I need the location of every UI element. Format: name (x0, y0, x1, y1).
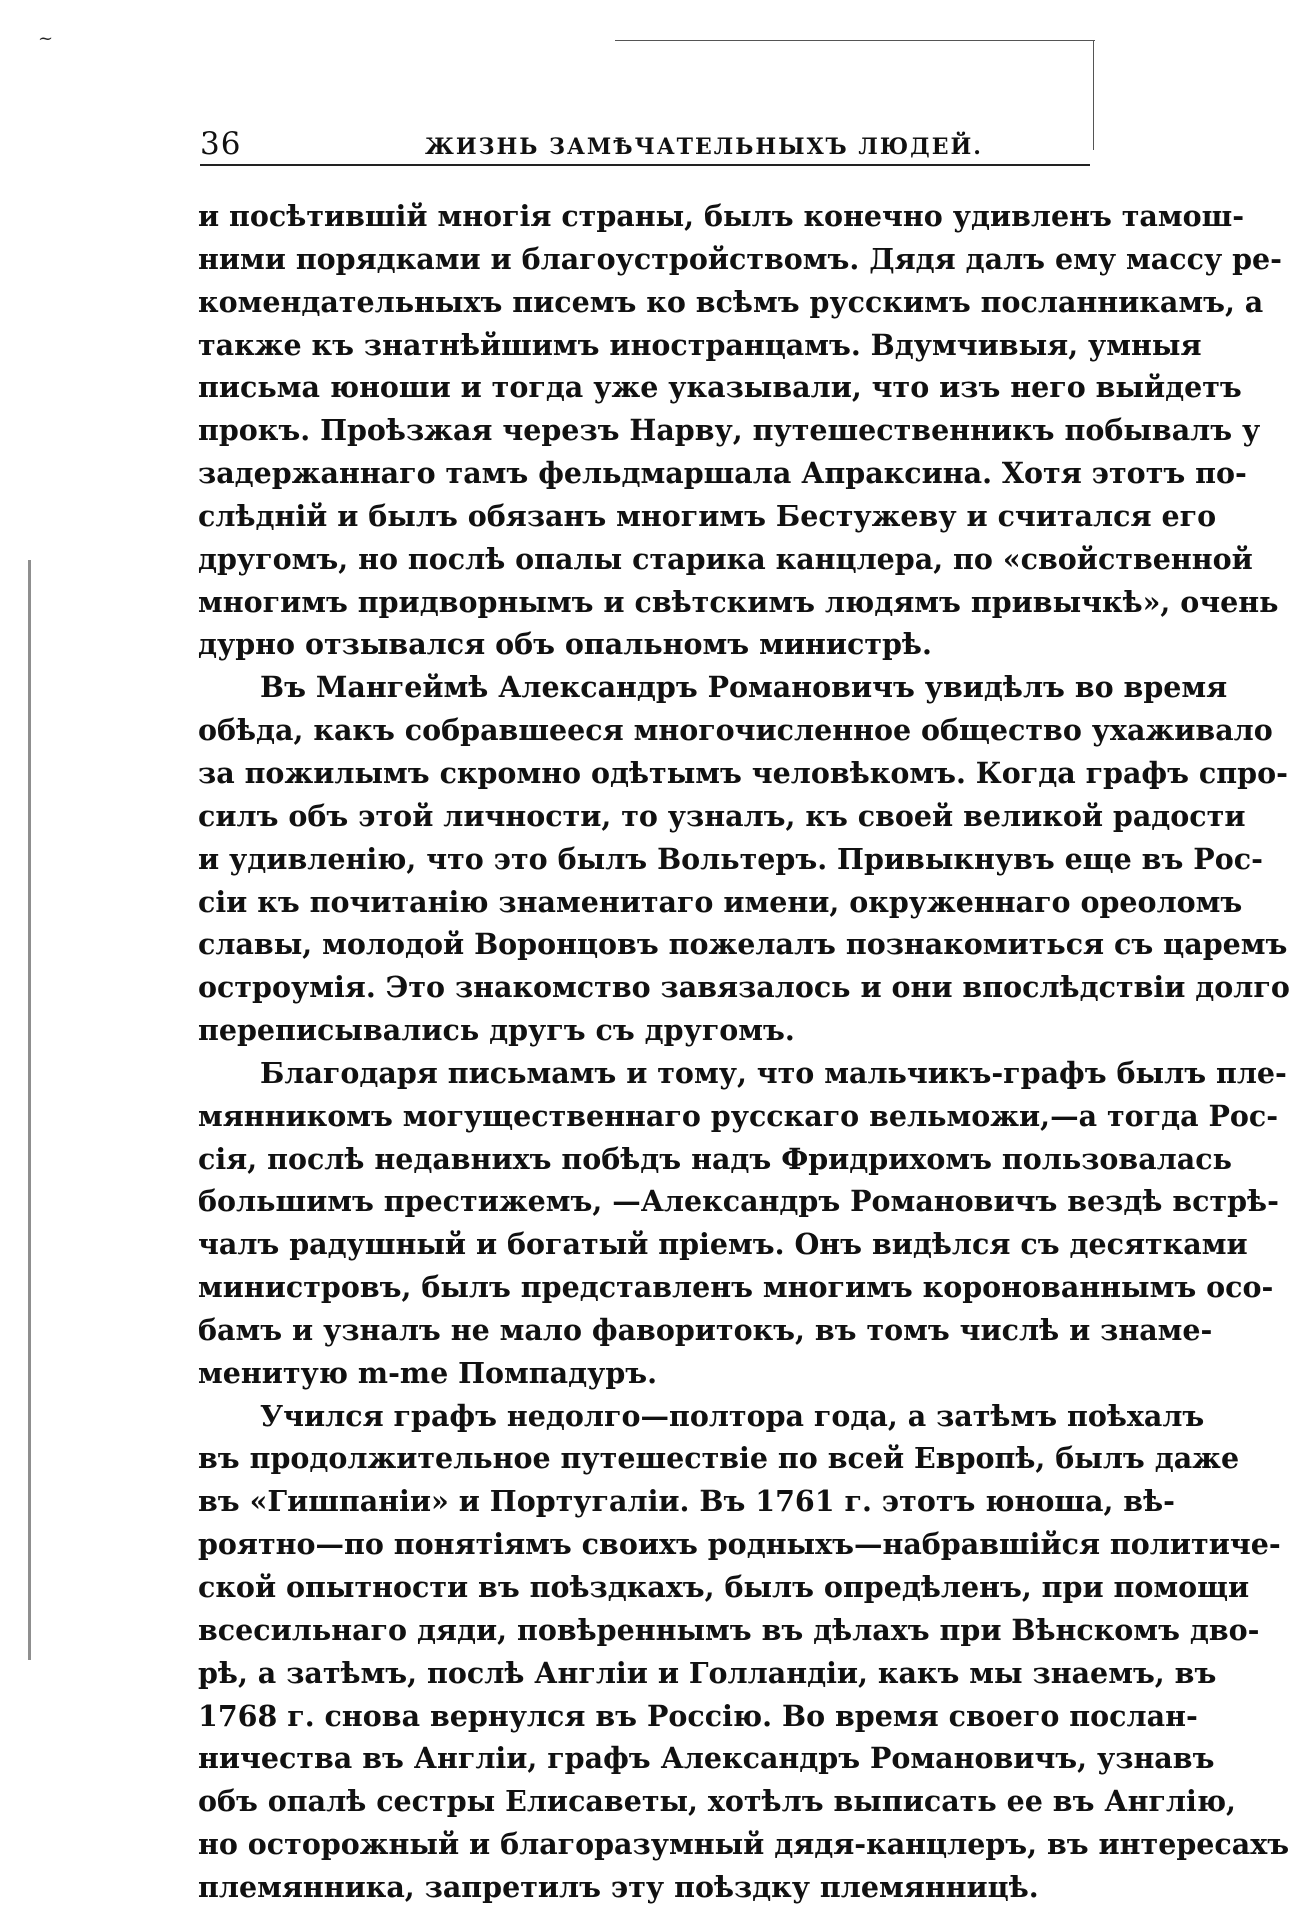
text-line: рѣ, а затѣмъ, послѣ Англіи и Голландіи, какъ мы знаемъ, въ (198, 1655, 1217, 1690)
scan-left-edge-shadow (28, 560, 31, 1660)
text-line: бамъ и узналъ не мало фаворитокъ, въ томъ числѣ и знаме- (198, 1312, 1213, 1347)
page-number: 36 (200, 126, 242, 162)
text-line: сіи къ почитанію знаменитаго имени, окруженнаго ореоломъ (198, 884, 1243, 919)
running-title: ЖИЗНЬ ЗАМѢЧАТЕЛЬНЫХЪ ЛЮДЕЙ. (425, 134, 983, 160)
text-line: мянникомъ могущественнаго русскаго вельможи,—а тогда Рос- (198, 1098, 1279, 1133)
text-line: переписывались другъ съ другомъ. (198, 1013, 795, 1048)
text-line: остроумія. Это знакомство завязалось и они впослѣдствіи долго (198, 970, 1290, 1005)
text-line: обѣда, какъ собравшееся многочисленное общество ухаживало (198, 713, 1273, 748)
text-line: министровъ, былъ представленъ многимъ коронованнымъ осо- (198, 1270, 1274, 1305)
running-header (200, 126, 1090, 162)
text-line: племянника, запретилъ эту поѣздку племянницѣ. (198, 1869, 1039, 1904)
text-line: задержаннаго тамъ фельдмаршала Апраксина. Хотя этотъ по- (198, 456, 1247, 491)
text-line: Учился графъ недолго—полтора года, а затѣмъ поѣхалъ (260, 1398, 1205, 1433)
text-line: всесильнаго дяди, повѣреннымъ въ дѣлахъ при Вѣнскомъ дво- (198, 1612, 1260, 1647)
text-line: ничества въ Англіи, графъ Александръ Романовичъ, узнавъ (198, 1741, 1215, 1776)
text-line: но осторожный и благоразумный дядя-канцлеръ, въ интересахъ (198, 1827, 1290, 1862)
scan-right-edge-line (1093, 40, 1094, 150)
header-rule (200, 164, 1090, 166)
text-line: въ «Гишпаніи» и Португаліи. Въ 1761 г. этотъ юноша, вѣ- (198, 1484, 1175, 1519)
text-line: чалъ радушный и богатый пріемъ. Онъ видѣлся съ десятками (198, 1227, 1248, 1262)
text-line: многимъ придворнымъ и свѣтскимъ людямъ привычкѣ», очень (198, 584, 1279, 619)
text-line: за пожилымъ скромно одѣтымъ человѣкомъ. Когда графъ спро- (198, 755, 1288, 790)
text-line: также къ знатнѣйшимъ иностранцамъ. Вдумчивыя, умныя (198, 327, 1202, 362)
text-line: и посѣтившій многія страны, былъ конечно удивленъ тамош- (198, 199, 1245, 233)
text-line: комендательныхъ писемъ ко всѣмъ русскимъ посланникамъ, а (198, 284, 1264, 319)
text-line: дурно отзывался объ опальномъ министрѣ. (198, 627, 932, 662)
body-text (198, 195, 1290, 1909)
text-line: силъ объ этой личности, то узналъ, къ своей великой радости (198, 798, 1246, 833)
text-line: Благодаря письмамъ и тому, что мальчикъ-графъ былъ пле- (260, 1055, 1287, 1090)
text-line: большимъ престижемъ, —Александръ Романовичъ вездѣ встрѣ- (198, 1184, 1279, 1219)
text-line: и удивленію, что это былъ Вольтеръ. Привыкнувъ еще въ Рос- (198, 841, 1263, 876)
text-line: въ продолжительное путешествіе по всей Европѣ, былъ даже (198, 1441, 1240, 1476)
text-line: славы, молодой Воронцовъ пожелалъ познакомиться съ царемъ (198, 927, 1288, 962)
text-line: Въ Мангеймѣ Александръ Романовичъ увидѣлъ во время (260, 670, 1228, 705)
text-line: 1768 г. снова вернулся въ Россію. Во время своего послан- (198, 1698, 1198, 1733)
text-line: слѣдній и былъ обязанъ многимъ Бестужеву и считался его (198, 498, 1217, 533)
text-line: прокъ. Проѣзжая черезъ Нарву, путешественникъ побывалъ у (198, 413, 1261, 448)
scan-artifact-mark: ~ (38, 28, 54, 49)
text-line: ними порядками и благоустройствомъ. Дядя далъ ему массу ре- (198, 241, 1283, 276)
text-line: объ опалѣ сестры Елисаветы, хотѣлъ выписать ее въ Англію, (198, 1784, 1236, 1819)
text-line: другомъ, но послѣ опалы старика канцлера, по «свойственной (198, 541, 1253, 576)
text-line: письма юноши и тогда уже указывали, что изъ него выйдетъ (198, 370, 1242, 405)
text-line: менитую m-me Помпадуръ. (198, 1355, 658, 1390)
text-line: роятно—по понятіямъ своихъ родныхъ—набравшійся политиче- (198, 1527, 1281, 1562)
text-line: сія, послѣ недавнихъ побѣдъ надъ Фридрихомъ пользовалась (198, 1141, 1232, 1176)
scan-top-edge-line (615, 40, 1095, 41)
text-line: ской опытности въ поѣздкахъ, былъ опредѣленъ, при помощи (198, 1570, 1250, 1604)
